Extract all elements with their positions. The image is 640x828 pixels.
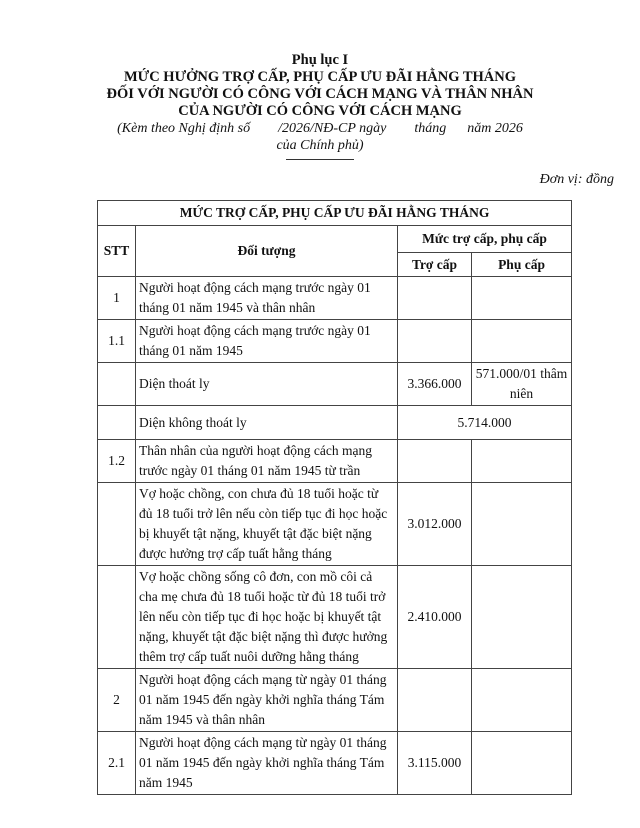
row-allowance [398, 277, 472, 320]
col-header-subject: Đối tượng [136, 226, 398, 277]
row-supplement [472, 732, 572, 795]
row-allowance: 3.012.000 [398, 483, 472, 566]
table-row [98, 440, 572, 483]
row-stt: 1 [98, 277, 136, 320]
row-subject: Người hoạt động cách mạng từ ngày 01 tháng 01 năm 1945 đến ngày khởi nghĩa tháng Tám năm 1945 và thân nhân [136, 669, 398, 732]
row-supplement [472, 440, 572, 483]
row-allowance [398, 669, 472, 732]
unit-label: Đơn vị: đồng [539, 172, 614, 187]
row-supplement [472, 483, 572, 566]
row-supplement [472, 320, 572, 363]
title-divider [286, 159, 354, 160]
row-subject: Người hoạt động cách mạng trước ngày 01 tháng 01 năm 1945 và thân nhân [136, 277, 398, 320]
subtitle-line-2: của Chính phủ) [276, 138, 364, 153]
table-row [98, 277, 572, 320]
row-subject: Vợ hoặc chồng sống cô đơn, con mồ côi cả cha mẹ chưa đủ 18 tuổi hoặc từ đủ 18 tuổi trở lên nếu còn tiếp tục đi học hoặc bị khuyết tật nặng, khuyết tật đặc biệt nặng thì được hưởng thêm trợ cấp tuất nuôi dưỡng hằng tháng [136, 566, 398, 669]
allowance-table [97, 200, 572, 795]
row-subject: Thân nhân của người hoạt động cách mạng trước ngày 01 tháng 01 năm 1945 từ trần [136, 440, 398, 483]
row-stt: 1.1 [98, 320, 136, 363]
title-line-2: ĐỐI VỚI NGƯỜI CÓ CÔNG VỚI CÁCH MẠNG VÀ THÂN NHÂN [106, 86, 534, 102]
subtitle-line-1: (Kèm theo Nghị định số /2026/NĐ-CP ngày tháng năm 2026 [117, 121, 523, 136]
row-subject: Diện không thoát ly [136, 406, 398, 440]
row-stt [98, 566, 136, 669]
row-supplement [472, 669, 572, 732]
table-row [98, 566, 572, 669]
row-stt [98, 483, 136, 566]
table-row [98, 483, 572, 566]
row-stt [98, 363, 136, 406]
table-row [98, 406, 572, 440]
row-subject: Người hoạt động cách mạng từ ngày 01 tháng 01 năm 1945 đến ngày khởi nghĩa tháng Tám năm 1945 [136, 732, 398, 795]
row-subject: Người hoạt động cách mạng trước ngày 01 tháng 01 năm 1945 [136, 320, 398, 363]
row-stt: 2.1 [98, 732, 136, 795]
row-supplement [472, 566, 572, 669]
row-supplement: 571.000/01 thâm niên [472, 363, 572, 406]
appendix-label: Phụ lục I [291, 52, 349, 68]
title-line-3: CỦA NGƯỜI CÓ CÔNG VỚI CÁCH MẠNG [178, 103, 462, 119]
table-row [98, 320, 572, 363]
row-merged-amount: 5.714.000 [398, 406, 572, 440]
row-allowance [398, 320, 472, 363]
col-header-stt: STT [98, 226, 136, 277]
col-header-supplement: Phụ cấp [472, 253, 572, 277]
row-supplement [472, 277, 572, 320]
row-subject: Diện thoát ly [136, 363, 398, 406]
table-row [98, 363, 572, 406]
title-line-1: MỨC HƯỞNG TRỢ CẤP, PHỤ CẤP ƯU ĐÃI HẰNG THÁNG [123, 69, 517, 85]
table-row [98, 669, 572, 732]
row-stt: 2 [98, 669, 136, 732]
col-header-allowance: Trợ cấp [398, 253, 472, 277]
table-row [98, 732, 572, 795]
row-stt: 1.2 [98, 440, 136, 483]
row-allowance: 3.366.000 [398, 363, 472, 406]
col-header-level: Mức trợ cấp, phụ cấp [398, 226, 572, 253]
row-allowance: 3.115.000 [398, 732, 472, 795]
row-allowance: 2.410.000 [398, 566, 472, 669]
table-caption: MỨC TRỢ CẤP, PHỤ CẤP ƯU ĐÃI HẰNG THÁNG [98, 201, 572, 226]
row-stt [98, 406, 136, 440]
row-subject: Vợ hoặc chồng, con chưa đủ 18 tuổi hoặc từ đủ 18 tuổi trở lên nếu còn tiếp tục đi học hoặc bị khuyết tật nặng, khuyết tật đặc biệt nặng được hưởng trợ cấp tuất hằng tháng [136, 483, 398, 566]
row-allowance [398, 440, 472, 483]
